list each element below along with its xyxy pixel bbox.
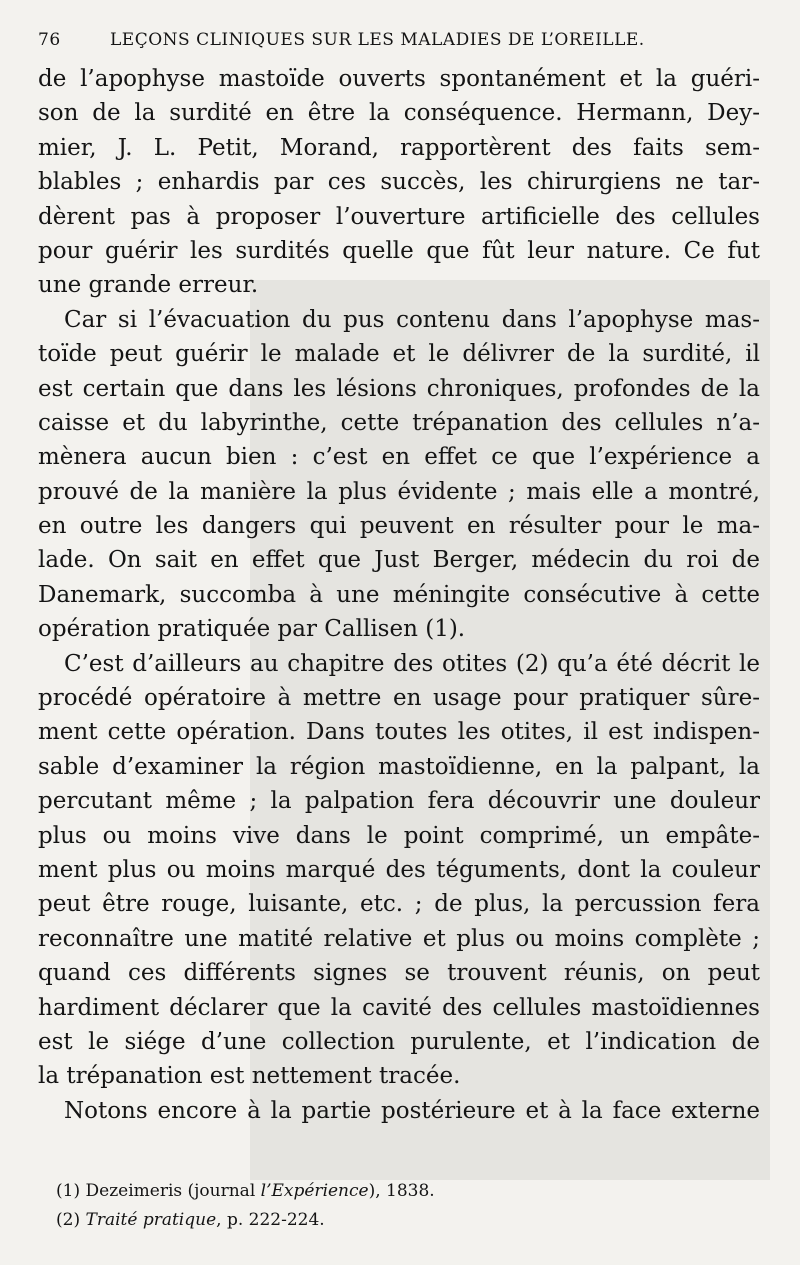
text-line: pour guérir les surdités quelle que fût leur nature. Ce fut bbox=[38, 237, 760, 264]
text-line: est le siége d’une collection purulente, et l’indication de bbox=[38, 1028, 760, 1055]
paragraph bbox=[38, 62, 760, 303]
text-line: mier, J. L. Petit, Morand, rapportèrent des faits sem- bbox=[38, 134, 760, 161]
text-line: ment cette opération. Dans toutes les otites, il est indispen- bbox=[38, 719, 760, 746]
page-number: 76 bbox=[38, 30, 61, 50]
text-line: en outre les dangers qui peuvent en résulter pour le ma- bbox=[38, 513, 760, 540]
text-line: ment plus ou moins marqué des téguments, dont la couleur bbox=[38, 856, 760, 883]
text-line: toïde peut guérir le malade et le délivrer de la surdité, il bbox=[38, 341, 760, 368]
footnotes bbox=[56, 1177, 756, 1235]
text-line: Notons encore à la partie postérieure et à la face externe bbox=[64, 1097, 760, 1124]
text-line: opération pratiquée par Callisen (1). bbox=[38, 616, 466, 643]
paragraph bbox=[38, 1094, 760, 1128]
text-line: procédé opératoire à mettre en usage pour pratiquer sûre- bbox=[38, 685, 760, 712]
footnote-1 bbox=[56, 1177, 756, 1206]
text-line: C’est d’ailleurs au chapitre des otites (2) qu’a été décrit le bbox=[64, 650, 760, 677]
text-line: dèrent pas à proposer l’ouverture artificielle des cellules bbox=[38, 203, 760, 230]
text-line: hardiment déclarer que la cavité des cellules mastoïdiennes bbox=[38, 994, 760, 1021]
text-line: prouvé de la manière la plus évidente ; mais elle a montré, bbox=[38, 478, 760, 505]
footnote-2 bbox=[56, 1206, 756, 1235]
text-line: mènera aucun bien : c’est en effet ce que l’expérience a bbox=[38, 444, 760, 471]
running-title: LEÇONS CLINIQUES SUR LES MALADIES DE L’OREILLE. bbox=[110, 30, 645, 50]
text-line: son de la surdité en être la conséquence. Hermann, Dey- bbox=[38, 100, 760, 127]
text-line: reconnaître une matité relative et plus ou moins complète ; bbox=[38, 925, 760, 952]
text-line: Danemark, succomba à une méningite consécutive à cette bbox=[38, 581, 760, 608]
footnote-marker: (2) bbox=[56, 1210, 81, 1230]
footnote-italic-title: Traité pratique bbox=[85, 1210, 217, 1230]
text-line: Car si l’évacuation du pus contenu dans l’apophyse mas- bbox=[64, 306, 760, 333]
text-line: est certain que dans les lésions chroniques, profondes de la bbox=[38, 375, 760, 402]
text-line: lade. On sait en effet que Just Berger, médecin du roi de bbox=[38, 547, 760, 574]
footnote-text: Dezeimeris (journal bbox=[85, 1181, 261, 1201]
text-line: sable d’examiner la région mastoïdienne, en la palpant, la bbox=[38, 753, 760, 780]
footnote-marker: (1) bbox=[56, 1181, 81, 1201]
text-line: caisse et du labyrinthe, cette trépanation des cellules n’a- bbox=[38, 409, 760, 436]
text-line: plus ou moins vive dans le point comprimé, un empâte- bbox=[38, 822, 760, 849]
footnote-text: , p. 222-224. bbox=[216, 1210, 325, 1230]
body-text bbox=[38, 62, 760, 1128]
page-header bbox=[38, 30, 760, 58]
paragraph bbox=[38, 303, 760, 647]
footnote-text: ), 1838. bbox=[368, 1181, 435, 1201]
text-line: blables ; enhardis par ces succès, les chirurgiens ne tar- bbox=[38, 169, 760, 196]
footnote-italic-title: l’Expérience bbox=[260, 1181, 369, 1201]
text-line: une grande erreur. bbox=[38, 272, 259, 299]
text-line: peut être rouge, luisante, etc. ; de plus, la percussion fera bbox=[38, 891, 760, 918]
text-line: percutant même ; la palpation fera découvrir une douleur bbox=[38, 788, 760, 815]
paragraph bbox=[38, 647, 760, 1094]
text-line: de l’apophyse mastoïde ouverts spontanément et la guéri- bbox=[38, 66, 760, 92]
text-line: quand ces différents signes se trouvent réunis, on peut bbox=[38, 960, 760, 987]
text-line: la trépanation est nettement tracée. bbox=[38, 1063, 461, 1090]
